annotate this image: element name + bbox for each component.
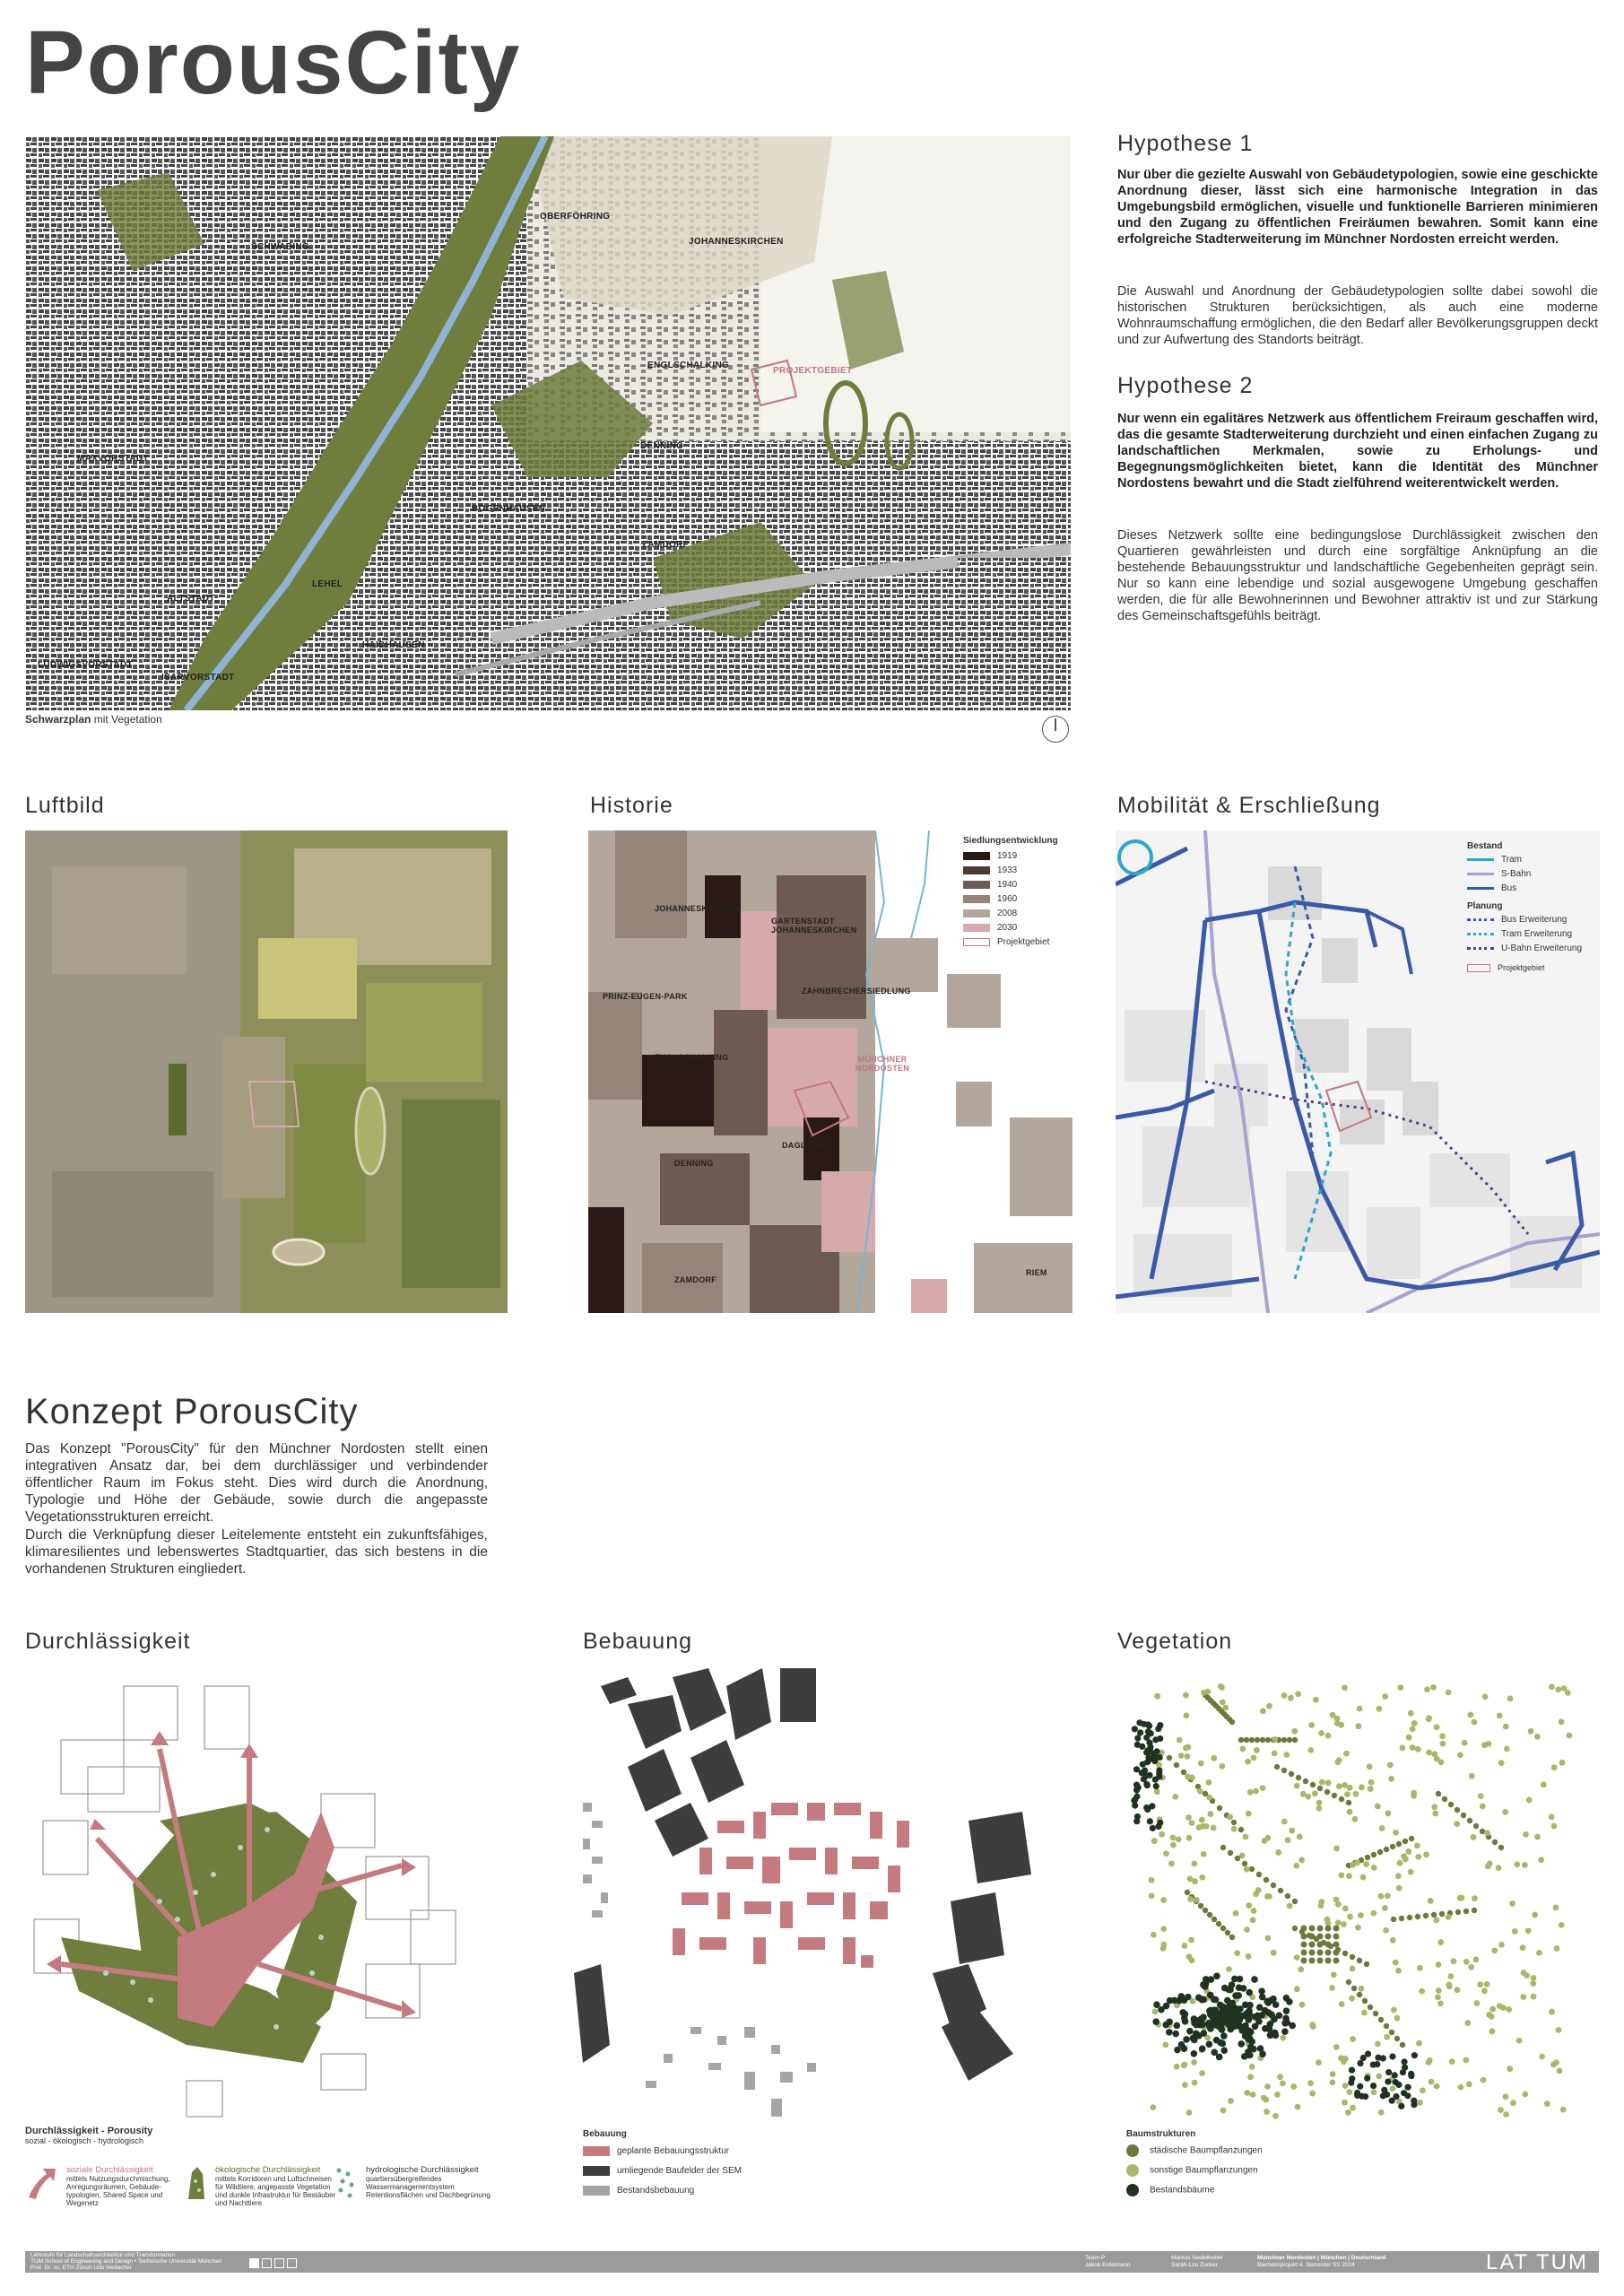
- footer-left2: TUM School of Engineering and Design • Technische Universität München: [30, 2258, 222, 2265]
- map-label-haidhausen: HAIDHAUSEN: [362, 640, 425, 650]
- bebauung-legend-item: [583, 2186, 694, 2196]
- map-label-isarvorstadt: ISARVORSTADT: [161, 673, 235, 683]
- footer-left3: Prof. Dr. sc. ETH Zürich Udo Weilacher: [30, 2265, 132, 2271]
- planung-line: [1467, 933, 1494, 935]
- historie-legend-item: [963, 894, 1017, 904]
- bebauung-legend-item: [583, 2166, 742, 2176]
- mobilitaet-heading: Mobilität & Erschließung: [1117, 793, 1381, 818]
- planung-legend-item-label: Bus Erweiterung: [1501, 915, 1568, 925]
- mobilitaet-legend: [1467, 841, 1598, 1003]
- footer-names2: Sarah-Lou Zucker: [1171, 2262, 1219, 2268]
- luftbild-heading: Luftbild: [25, 793, 105, 818]
- planung-line: [1467, 918, 1494, 921]
- oekologisch-icon: [183, 2165, 210, 2201]
- map-label-zamdorf: ZAMDORF: [642, 540, 690, 550]
- historie-label-zamdorf: ZAMDORF: [674, 1275, 717, 1284]
- durchlaessigkeit-heading: Durchlässigkeit: [25, 1629, 191, 1654]
- historie-swatch: [963, 881, 990, 889]
- map-label-johanneskirchen: JOHANNESKIRCHEN: [689, 237, 784, 247]
- historie-label-johanneskirchen: JOHANNESKIRCHEN: [655, 904, 741, 913]
- vegetation-legend: [1126, 2129, 1359, 2210]
- hydrologisch-text: quartiersübergreifendes Wassermanagementsystem Retentionsflächen und Dachbegrünung: [366, 2175, 491, 2199]
- map-label-englschalking: ENGLSCHALKING: [647, 361, 730, 370]
- planung-legend-item: [1467, 929, 1572, 939]
- vegetation-legend-item-label: städische Baumpflanzungen: [1150, 2145, 1263, 2156]
- bestand-legend-item: [1467, 855, 1522, 865]
- hydrologisch-title: hydrologische Durchlässigkeit: [366, 2165, 479, 2175]
- schwarzplan-caption-rest: mit Vegetation: [91, 713, 162, 726]
- hypothese2-heading: Hypothese 2: [1117, 373, 1254, 398]
- vegetation-heading: Vegetation: [1117, 1629, 1233, 1654]
- footer-bar: [25, 2251, 1599, 2273]
- historie-legend-item-label: 1919: [997, 851, 1018, 861]
- bestand-legend-item-label: S-Bahn: [1501, 869, 1532, 879]
- historie-legend-item: [963, 923, 1017, 933]
- map-label-ludwigsvorstadt: LUDWIGSVORSTADT: [38, 660, 133, 670]
- mobilitaet-projekt-legend: [1467, 963, 1598, 972]
- historie-legend-item-label: 1933: [997, 865, 1018, 875]
- north-arrow-icon: [1042, 716, 1069, 743]
- bebauung-swatch: [583, 2146, 610, 2156]
- bebauung-legend-list: [583, 2139, 816, 2202]
- bestand-line: [1467, 887, 1494, 890]
- historie-legend-item: [963, 937, 1049, 947]
- historie-label-daglfing: DAGLFING: [782, 1141, 827, 1150]
- mobilitaet-map: [1116, 831, 1600, 1313]
- projekt-label: Projektgebiet: [1498, 963, 1545, 972]
- footer-place1: Münchner Nordosten | München | Deutschland: [1257, 2255, 1386, 2261]
- historie-legend-item: [963, 880, 1017, 890]
- historie-label-englschalking: ENGLSCHALKING: [655, 1053, 729, 1062]
- oekologisch-title: ökologische Durchlässigkeit: [215, 2165, 321, 2175]
- bestand-legend-item-label: Bus: [1501, 883, 1517, 893]
- historie-legend-item: [963, 851, 1017, 861]
- historie-map: [588, 831, 1073, 1313]
- hypothese1-bold: Nur über die gezielte Auswahl von Gebäudetypologien, sowie eine geschickte Anordnung dieser, lässt sich eine harmonische Integration in das Umgebungsbild ermöglichen, visuelle und funktionelle Barrieren minimieren und den Zugang zu öffentlichen Freiräumen bewahren. Somit kann eine erfolgreiche Stadterweiterung im Münchner Nordosten erreicht werden.: [1117, 168, 1598, 247]
- historie-legend-item-label: 2008: [997, 909, 1018, 918]
- historie-label-gartenstadt: GARTENSTADT JOHANNESKIRCHEN: [771, 917, 857, 935]
- hypothese1-heading: Hypothese 1: [1117, 131, 1254, 156]
- historie-label-denning: DENNING: [674, 1159, 714, 1168]
- hydrologisch-dots-icon: [334, 2165, 360, 2201]
- historie-legend-item-label: 1940: [997, 880, 1018, 890]
- historie-legend-item: [963, 865, 1017, 875]
- page-title: PorousCity: [25, 13, 522, 113]
- mobilitaet-bestand-list: [1467, 851, 1598, 898]
- vegetation-diagram: [1116, 1668, 1600, 2135]
- vegetation-dot: [1126, 2144, 1139, 2157]
- mobilitaet-planung-list: [1467, 911, 1598, 958]
- planung-legend-item: [1467, 915, 1567, 925]
- historie-swatch: [963, 866, 990, 874]
- historie-heading: Historie: [590, 793, 673, 818]
- konzept-text1: Das Konzept "PorousCity" für den Münchner Nordosten stellt einen integrativen Ansatz dar, bei dem durchlässiger und verbindender öffentlicher Raum im Fokus steht. Dies wird durch die Anordnung, Typologie und Höhe der Gebäude, sowie durch die angepasste Vegetationsstrukturen erreicht.: [25, 1441, 488, 1525]
- historie-legend-item-label: 2030: [997, 923, 1018, 933]
- mobilitaet-bestand-title: Bestand: [1467, 841, 1503, 851]
- map-label-projektgebiet: PROJEKTGEBIET: [773, 366, 853, 376]
- map-label-oberfoehring: OBERFÖHRING: [540, 212, 611, 222]
- bebauung-legend-item-label: geplante Bebauungsstruktur: [617, 2146, 730, 2157]
- konzept-heading: Konzept PorousCity: [25, 1392, 359, 1431]
- bebauung-legend-item: [583, 2146, 729, 2156]
- durchlaessigkeit-legend-sub: sozial - ökologisch - hydrologisch: [25, 2136, 144, 2145]
- historie-label-muenchner-nordosten: MÜNCHNER NORDOSTEN: [855, 1055, 910, 1073]
- bestand-legend-item: [1467, 883, 1516, 893]
- bebauung-swatch: [583, 2186, 610, 2196]
- projekt-swatch: [1467, 964, 1490, 972]
- map-label-lehel: LEHEL: [312, 579, 343, 589]
- vegetation-legend-title: Baumstrukturen: [1126, 2129, 1196, 2139]
- bebauung-legend: [583, 2129, 816, 2210]
- vegetation-legend-item: [1126, 2184, 1214, 2196]
- vegetation-dot: [1126, 2184, 1139, 2196]
- map-label-maxvorstadt: MAXVORSTADT: [77, 454, 149, 464]
- historie-label-riem: RIEM: [1026, 1268, 1047, 1277]
- bebauung-heading: Bebauung: [583, 1629, 693, 1654]
- map-label-bogenhausen: BOGENHAUSEN: [472, 504, 546, 514]
- schwarzplan-caption-bold: Schwarzplan: [25, 713, 91, 726]
- durchlaessigkeit-diagram: [25, 1668, 491, 2135]
- bestand-line: [1467, 873, 1494, 875]
- planung-line: [1467, 947, 1494, 950]
- historie-legend-list: [963, 846, 1071, 953]
- map-label-schwabing: SCHWABING: [251, 242, 309, 252]
- historie-legend-item: [963, 909, 1017, 918]
- vegetation-legend-item: [1126, 2164, 1258, 2177]
- schwarzplan-caption: [25, 713, 162, 726]
- hypothese2-text: Dieses Netzwerk sollte eine bedingungslose Durchlässigkeit zwischen den Quartieren gewährleisten und durch eine sorgfältige Anknüpfung an die bestehende Bebauungsstruktur und landschaftliche Gegebenheiten geprägt sein. Nur so kann eine lebendige und sozial ausgewogene Umgebung geschaffen werden, die für alle Bewohnerinnen und Bewohner attraktiv ist und zur Stärkung des Gemeinschaftsgefühls beiträgt.: [1117, 528, 1598, 623]
- bebauung-legend-item-label: umliegende Baufelder der SEM: [617, 2166, 742, 2177]
- footer-place2: Bachelorprojekt 4. Semester SS 2024: [1257, 2262, 1355, 2268]
- social-title: soziale Durchlässigkeit: [66, 2165, 153, 2175]
- historie-label-zahnbrecher: ZAHNBRECHERSIEDLUNG: [802, 987, 911, 996]
- historie-legend: [963, 836, 1071, 961]
- planung-legend-item-label: Tram Erweiterung: [1501, 929, 1573, 939]
- hypothese2-bold: Nur wenn ein egalitäres Netzwerk aus öffentlichem Freiraum geschaffen wird, das die gesamte Stadterweiterung durchzieht und einen einfachen Zugang zu landschaftlichen Merkmalen, sowie zu Erholungs- und Begegnungsmöglichkeiten bietet, kann die Identität des Münchner Nordostens bewahrt und die Stadt zielführend weiterentwickelt werden.: [1117, 412, 1598, 491]
- bestand-line: [1467, 858, 1494, 861]
- vegetation-legend-item-label: Bestandsbäume: [1150, 2185, 1215, 2196]
- vegetation-legend-list: [1126, 2139, 1359, 2202]
- historie-label-prinz-eugen: PRINZ-EUGEN-PARK: [603, 992, 688, 1001]
- bestand-legend-item-label: Tram: [1501, 855, 1522, 865]
- konzept-text2: Durch die Verknüpfung dieser Leitelemente entsteht ein zukunftsfähiges, klimaresilientes und lebenswertes Stadtquartier, das sich bestens in die vorhandenen Strukturen eingliedert.: [25, 1527, 488, 1577]
- historie-legend-item-label: Projektgebiet: [997, 937, 1050, 947]
- luftbild-image: [25, 831, 508, 1313]
- map-label-altstadt: ALTSTADT: [167, 594, 215, 604]
- map-label-denning: DENNING: [640, 441, 684, 451]
- vegetation-dot: [1126, 2164, 1139, 2177]
- hypothese1-text: Die Auswahl und Anordnung der Gebäudetypologien sollte dabei sowohl die historischen Strukturen berücksichtigen, als auch eine moderne Wohnraumschaffung ermöglichen, die den Bedarf aller Bevölkerungsgruppen deckt und zur Aufwertung des Standorts beiträgt.: [1117, 284, 1598, 347]
- historie-legend-title: Siedlungsentwicklung: [963, 836, 1058, 846]
- historie-swatch: [963, 895, 990, 903]
- mobilitaet-planung-title: Planung: [1467, 901, 1503, 911]
- bebauung-swatch: [583, 2166, 610, 2176]
- footer-left1: Lehrstuhl für Landschaftsarchitektur und Transformation: [30, 2252, 176, 2258]
- historie-legend-item-label: 1960: [997, 894, 1018, 904]
- historie-swatch: [963, 938, 990, 946]
- bebauung-legend-item-label: Bestandsbebauung: [617, 2186, 695, 2196]
- footer-brand: LAT TUM: [1485, 2250, 1588, 2274]
- historie-swatch: [963, 852, 990, 860]
- schwarzplan-map: [25, 136, 1071, 710]
- social-arrow-icon: [25, 2165, 57, 2201]
- durchlaessigkeit-legend-title: Durchlässigkeit - Porousity: [25, 2126, 153, 2136]
- footer-team2: Jakob Erdelmann: [1085, 2262, 1131, 2268]
- vegetation-legend-item: [1126, 2144, 1263, 2157]
- bebauung-legend-title: Bebauung: [583, 2129, 627, 2139]
- historie-swatch: [963, 924, 990, 932]
- bebauung-diagram: [574, 1668, 1058, 2135]
- oekologisch-text: mittels Korridoren und Luftschneisen für Wildtiere, angepasste Vegetation und dunkle Infrastruktur für Bestäuber und Nachttiere: [215, 2175, 336, 2207]
- planung-legend-item-label: U-Bahn Erweiterung: [1501, 944, 1583, 953]
- footer-boxes-icon: [249, 2257, 300, 2273]
- vegetation-legend-item-label: sonstige Baumpflanzungen: [1150, 2165, 1258, 2176]
- durchlaessigkeit-legend: [25, 2126, 527, 2224]
- footer-names1: Markus Seidelhuber: [1171, 2255, 1223, 2261]
- social-text: mittels Nutzungsdurchmischung, Anregungsräumen, Gebäude-typologien, Shared Space und Wegenetz: [66, 2175, 170, 2207]
- historie-swatch: [963, 909, 990, 918]
- bestand-legend-item: [1467, 869, 1531, 879]
- footer-team1: Team P: [1085, 2255, 1106, 2261]
- planung-legend-item: [1467, 944, 1582, 953]
